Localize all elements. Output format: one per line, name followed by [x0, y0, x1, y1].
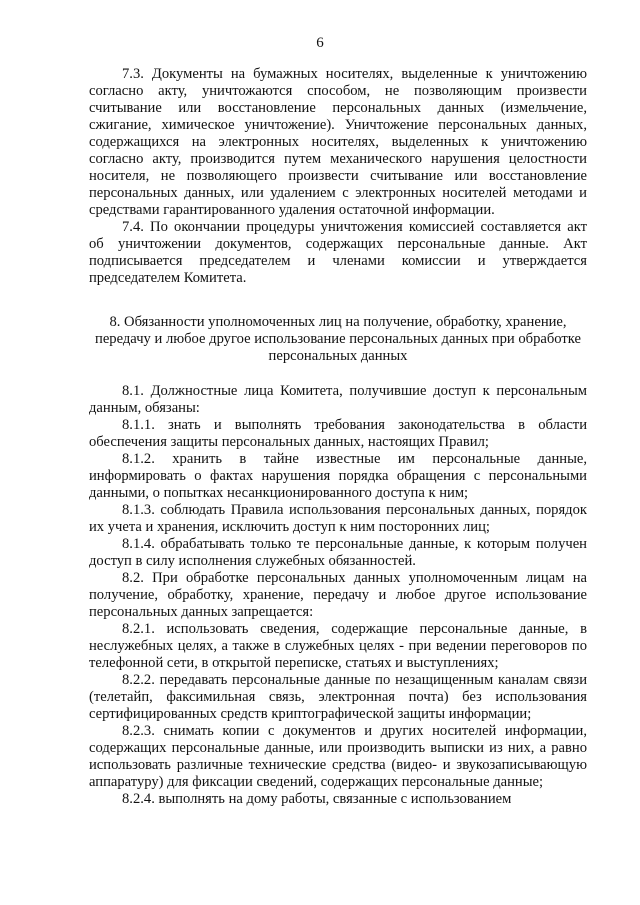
paragraph-8-1: 8.1. Должностные лица Комитета, получившие доступ к персональным данным, обязаны:: [89, 383, 587, 416]
paragraph-7-4: 7.4. По окончании процедуры уничтожения комиссией составляется акт об уничтожении документов, содержащих персональные данные. Акт подписывается председателем и членами комиссии и утверждается председателем Комитета.: [89, 219, 587, 286]
paragraph-7-3: 7.3. Документы на бумажных носителях, выделенные к уничтожению согласно акту, уничтожаются способом, не позволяющим произвести считывание или восстановление персональных данных (измельчение, сжигание, химическое уничтожение). Уничтожение персональных данных, содержащихся на электронных носителях, выделенных к уничтожению согласно акту, производится путем механического нарушения целостности носителя, не позволяющего произвести считывание или восстановление персональных данных, или удалением с электронных носителей методами и средствами гарантированного удаления остаточной информации.: [89, 66, 587, 218]
paragraph-8-2-4: 8.2.4. выполнять на дому работы, связанные с использованием: [122, 791, 512, 807]
paragraph-8-2-2: 8.2.2. передавать персональные данные по незащищенным каналам связи (телетайп, факсимильная связь, электронная почта) без использования сертифицированных средств криптографической защиты информации;: [89, 672, 587, 722]
paragraph-8-2: 8.2. При обработке персональных данных уполномоченным лицам на получение, обработку, хранение, передачу и любое другое использование персональных данных запрещается:: [89, 570, 587, 620]
section-8-heading: 8. Обязанности уполномоченных лиц на получение, обработку, хранение, передачу и любое другое использование персональных данных при обработке персональных данных: [95, 314, 581, 364]
paragraph-8-1-2: 8.1.2. хранить в тайне известные им персональные данные, информировать о фактах нарушения порядка обращения с персональными данными, о попытках несанкционированного доступа к ним;: [89, 451, 587, 501]
paragraph-8-1-4: 8.1.4. обрабатывать только те персональные данные, к которым получен доступ в силу исполнения служебных обязанностей.: [89, 536, 587, 569]
page-number: 6: [316, 35, 324, 51]
paragraph-8-1-1: 8.1.1. знать и выполнять требования законодательства в области обеспечения защиты персональных данных, настоящих Правил;: [89, 417, 587, 450]
paragraph-8-2-1: 8.2.1. использовать сведения, содержащие персональные данные, в неслужебных целях, а также в служебных целях - при ведении переговоров по телефонной сети, в открытой переписке, статьях и выступлениях;: [89, 621, 587, 671]
paragraph-8-2-3: 8.2.3. снимать копии с документов и других носителей информации, содержащих персональные данные, или производить выписки из них, а равно использовать различные технические средства (видео- и звукозаписывающую аппаратуру) для фиксации сведений, содержащих персональные данные;: [89, 723, 587, 790]
section-7-body: [89, 66, 587, 287]
section-8-body: [89, 383, 587, 808]
paragraph-8-1-3: 8.1.3. соблюдать Правила использования персональных данных, порядок их учета и хранения, исключить доступ к ним посторонних лиц;: [89, 502, 587, 535]
